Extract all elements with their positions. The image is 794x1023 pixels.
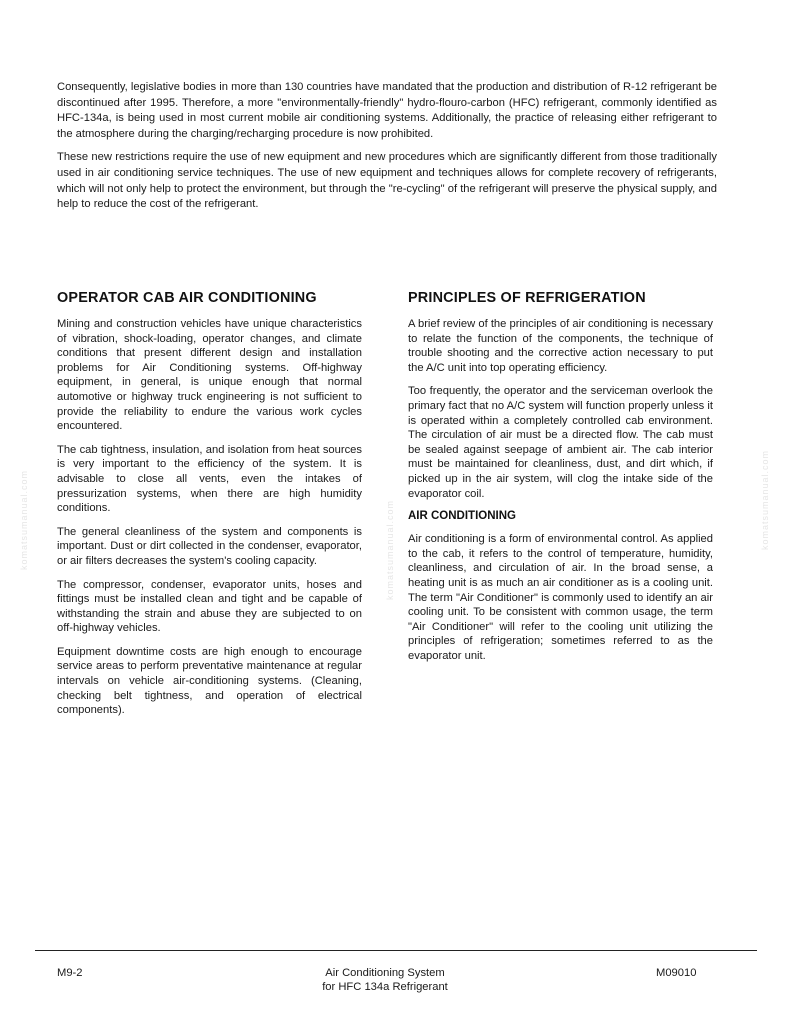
right-column: [408, 290, 713, 672]
section-heading-principles: PRINCIPLES OF REFRIGERATION: [408, 290, 646, 306]
page-number: M9-2: [57, 967, 83, 979]
body-paragraph: Too frequently, the operator and the serviceman overlook the primary fact that no A/C system will function properly unless it is operated within a completely controlled cab environment. The circulation of air must be a directed flow. The cab must be sealed against seepage of ambient air. The cab interior must be maintained for cleanliness, dust, and dirt which, if picked up in the air system, will clog the intake side of the evaporator coil.: [408, 385, 713, 500]
intro-section: [57, 80, 717, 221]
watermark-left: komatsumanual.com: [19, 470, 29, 571]
document-code: M09010: [656, 967, 697, 979]
body-paragraph: A brief review of the principles of air conditioning is necessary to relate the function of the components, the technique of trouble shooting and the corrective action necessary to put the A/C unit into top operating efficiency.: [408, 318, 713, 374]
body-paragraph: The cab tightness, insulation, and isolation from heat sources is very important to the efficiency of the system. It is advisable to close all vents, even the intakes of pressurization systems, when there are high humidity conditions.: [57, 443, 362, 515]
left-column: [57, 290, 362, 727]
body-paragraph: The compressor, condenser, evaporator units, hoses and fittings must be installed clean and tight and be capable of withstanding the strain and abuse they are subjected to on off-highway vehicles.: [57, 578, 362, 635]
footer-title: [250, 966, 520, 994]
footer-title-line-2: for HFC 134a Refrigerant: [322, 981, 448, 993]
body-paragraph: Equipment downtime costs are high enough to encourage service areas to perform preventative maintenance at regular intervals on vehicle air-conditioning systems. (Cleaning, checking belt tightness, and operation of electrical components).: [57, 645, 362, 717]
body-paragraph: Mining and construction vehicles have unique characteristics of vibration, shock-loading, operator changes, and climate conditions that present different design and installation problems for Air Conditioning systems. Off-highway equipment, in general, is unique enough that normal automotive or highway truck engineering is not sufficient to provide the reliability to endure the various work cycles encountered.: [57, 318, 362, 433]
intro-paragraph: Consequently, legislative bodies in more than 130 countries have mandated that the production and distribution of R-12 refrigerant be discontinued after 1995. Therefore, a more "environmentally-friendly" hydro-flouro-carbon (HFC) refrigerant, commonly identified as HFC-134a, is being used in most current mobile air conditioning systems. Additionally, the practice of releasing either refrigerant to the atmosphere during the charging/recharging procedure is now prohibited.: [57, 81, 717, 140]
footer-title-line-1: Air Conditioning System: [325, 967, 445, 979]
watermark-right: komatsumanual.com: [760, 450, 770, 551]
intro-paragraph: These new restrictions require the use of new equipment and new procedures which are significantly different from those traditionally used in air conditioning service techniques. The use of new equipment and techniques allows for complete recovery of refrigerants, which will not only help to protect the environment, but through the "re-cycling" of the refrigerant will preserve the physical supply, and help to reduce the cost of the refrigerant.: [57, 151, 717, 211]
section-heading-operator-cab: OPERATOR CAB AIR CONDITIONING: [57, 290, 317, 306]
watermark-middle: komatsumanual.com: [385, 500, 395, 601]
body-paragraph: The general cleanliness of the system and components is important. Dust or dirt collected in the condenser, evaporator, or air filters decreases the system's cooling capacity.: [57, 525, 362, 567]
footer-rule: [35, 950, 757, 951]
subheading-air-conditioning: AIR CONDITIONING: [408, 510, 516, 523]
body-paragraph: Air conditioning is a form of environmental control. As applied to the cab, it refers to the control of temperature, humidity, cleanliness, and circulation of air. In the broad sense, a heating unit is as much an air conditioner as is a cooling unit. The term "Air Conditioner" is commonly used to identify an air cooling unit. To be consistent with common usage, the term "Air Conditioner" will refer to the cooling unit utilizing the principles of refrigeration; sometimes referred to as the evaporator unit.: [408, 533, 713, 662]
